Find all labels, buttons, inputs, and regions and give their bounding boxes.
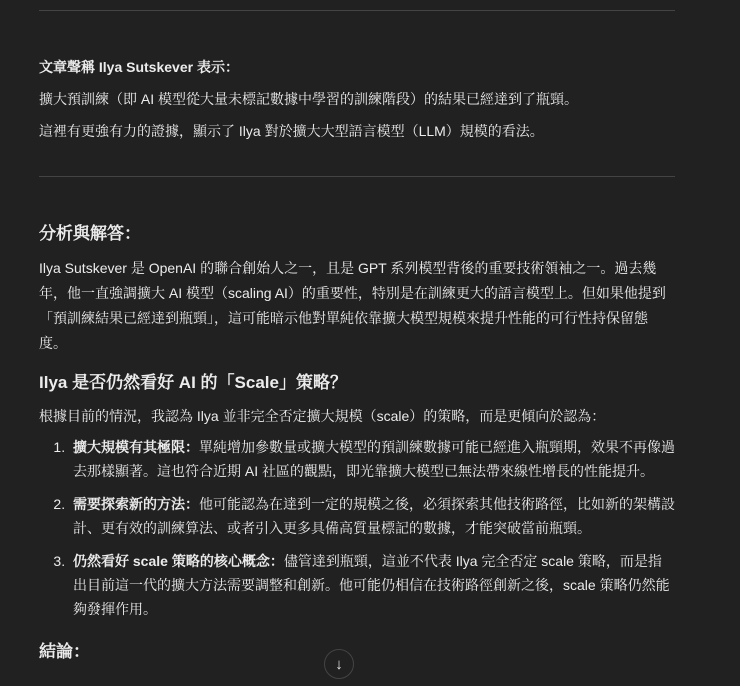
divider [39, 176, 675, 177]
analysis-heading: 分析與解答： [39, 224, 141, 243]
quote-intro: 文章聲稱 Ilya Sutskever 表示： [39, 59, 239, 75]
list-item: 2. 需要探索新的方法：他可能認為在達到一定的規模之後，必須探索其他技術路徑，比如新的架構設計、更有效的訓練算法、或者引入更多具備高質量標記的數據，才能突破當前瓶頸。 [69, 492, 675, 540]
list-item: 3. 仍然看好 scale 策略的核心概念：儘管達到瓶頸，這並不代表 Ilya 完全否定 scale 策略，而是指出目前這一代的擴大方法需要調整和創新。他可能仍相信在技術路徑創新之後，scale 策略仍然能夠發揮作用。 [69, 549, 675, 621]
divider [39, 10, 675, 11]
scale-list [39, 435, 675, 621]
conclusion-heading: 結論： [39, 642, 90, 661]
scroll-to-bottom-button[interactable] [324, 649, 354, 679]
analysis-body: Ilya Sutskever 是 OpenAI 的聯合創始人之一，且是 GPT 系列模型背後的重要技術領袖之一。過去幾年，他一直強調擴大 AI 模型（scaling AI）的重要性，特別是在訓練更大的語言模型上。但如果他提到「預訓練結果已經達到瓶頸」，這可能暗示他對單純依靠擴大模型規模來提升性能的可行性持保留態度。 [39, 260, 666, 351]
quote-line-2: 這裡有更強有力的證據，顯示了 Ilya 對於擴大大型語言模型（LLM）規模的看法。 [39, 123, 544, 139]
arrow-down-icon: ↓ [335, 655, 343, 673]
list-item: 1. 擴大規模有其極限：單純增加參數量或擴大模型的預訓練數據可能已經進入瓶頸期，效果不再像過去那樣顯著。這也符合近期 AI 社區的觀點，即光靠擴大模型已無法帶來線性增長的性能提升。 [69, 435, 675, 483]
quote-line-1: 擴大預訓練（即 AI 模型從大量未標記數據中學習的訓練階段）的結果已經達到了瓶頸。 [39, 91, 579, 107]
scale-heading: Ilya 是否仍然看好 AI 的「Scale」策略？ [39, 373, 347, 392]
scale-intro: 根據目前的情況，我認為 Ilya 並非完全否定擴大規模（scale）的策略，而是更傾向於認為： [39, 408, 606, 424]
message-content [39, 0, 675, 665]
